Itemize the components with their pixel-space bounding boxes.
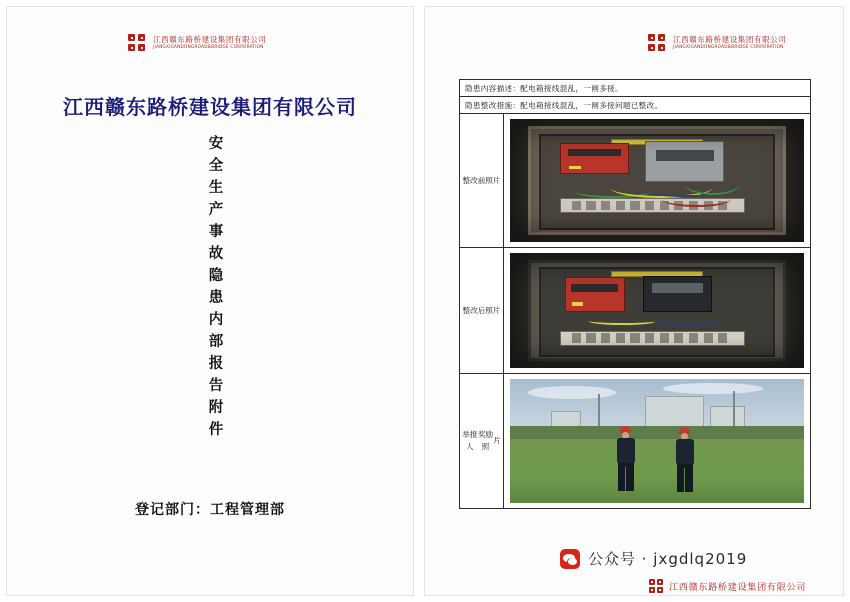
- table-row-rectification-measure: 隐患整改措施：配电箱接线混乱，一闸多接问题已整改。: [460, 97, 810, 114]
- wechat-icon: [560, 549, 580, 569]
- company-name-cn: 江西赣东路桥建设集团有限公司: [153, 35, 267, 45]
- photo-cell-after: [504, 248, 810, 373]
- company-logo-icon: [127, 33, 147, 53]
- row-label-reward: [460, 374, 504, 508]
- table-row-reward-photo: [460, 374, 810, 508]
- page-title: 江西赣东路桥建设集团有限公司: [63, 95, 357, 119]
- vertical-char: 产: [208, 202, 224, 218]
- vertical-char: 故: [208, 246, 224, 262]
- photo-cell-before: [504, 114, 810, 247]
- footer-wechat-brand: [560, 548, 747, 569]
- company-name-cn: 江西赣东路桥建设集团有限公司: [673, 35, 787, 45]
- vertical-char: 安: [208, 136, 224, 152]
- photo-two-workers-outdoor: [510, 379, 804, 503]
- hazard-report-table: [459, 79, 811, 509]
- row-label-line: 照片: [485, 175, 501, 185]
- row-label-line: 照片: [485, 305, 501, 315]
- photo-electrical-box-after: [510, 253, 804, 368]
- company-logo-icon: [648, 578, 664, 594]
- row-label-line: 整改后: [462, 305, 486, 315]
- row-label-before: [460, 114, 504, 247]
- photo-electrical-box-before: [510, 119, 804, 242]
- company-name-en: JIANGXIGANDONGROAD&BRIDGE CORPORATION: [673, 43, 784, 49]
- vertical-char: 全: [208, 158, 224, 174]
- footer-company-brand: [648, 578, 806, 594]
- company-header-right: [647, 33, 786, 53]
- footer-company-name: 江西赣东路桥建设集团有限公司: [669, 582, 807, 593]
- vertical-char: 事: [208, 224, 224, 240]
- vertical-char: 隐: [208, 268, 224, 284]
- vertical-char: 告: [208, 378, 224, 394]
- company-logo-text: [673, 36, 786, 49]
- table-row-after-photo: [460, 248, 810, 374]
- vertical-char: 患: [208, 290, 224, 306]
- page-left: [6, 6, 414, 596]
- vertical-char: 内: [208, 312, 224, 328]
- row-label-line: 整改前: [462, 175, 486, 185]
- vertical-char: 报: [208, 356, 224, 372]
- worker-right: [675, 427, 695, 491]
- wechat-account-label: 公众号 · jxgdlq2019: [588, 550, 748, 568]
- vertical-document-title: [203, 133, 229, 441]
- photo-cell-reward: [504, 374, 810, 508]
- company-logo-text: [153, 36, 266, 49]
- row-label-line: 举报人: [462, 430, 478, 451]
- vertical-char: 附: [208, 400, 224, 416]
- vertical-char: 生: [208, 180, 224, 196]
- row-label-after: [460, 248, 504, 373]
- registration-department: 登记部门：工程管理部: [135, 502, 285, 518]
- row-label-line: 奖励照: [477, 430, 494, 451]
- table-row-hazard-description: 隐患内容描述：配电箱接线混乱，一闸多接。: [460, 80, 810, 97]
- company-logo-icon: [647, 33, 667, 53]
- page-right: [424, 6, 844, 596]
- worker-left: [616, 426, 636, 492]
- vertical-char: 件: [208, 422, 224, 438]
- row-label-line: 片: [493, 436, 501, 445]
- company-name-en: JIANGXIGANDONGROAD&BRIDGE CORPORATION: [153, 43, 264, 49]
- company-header-left: [127, 33, 266, 53]
- table-row-before-photo: [460, 114, 810, 248]
- vertical-char: 部: [208, 334, 224, 350]
